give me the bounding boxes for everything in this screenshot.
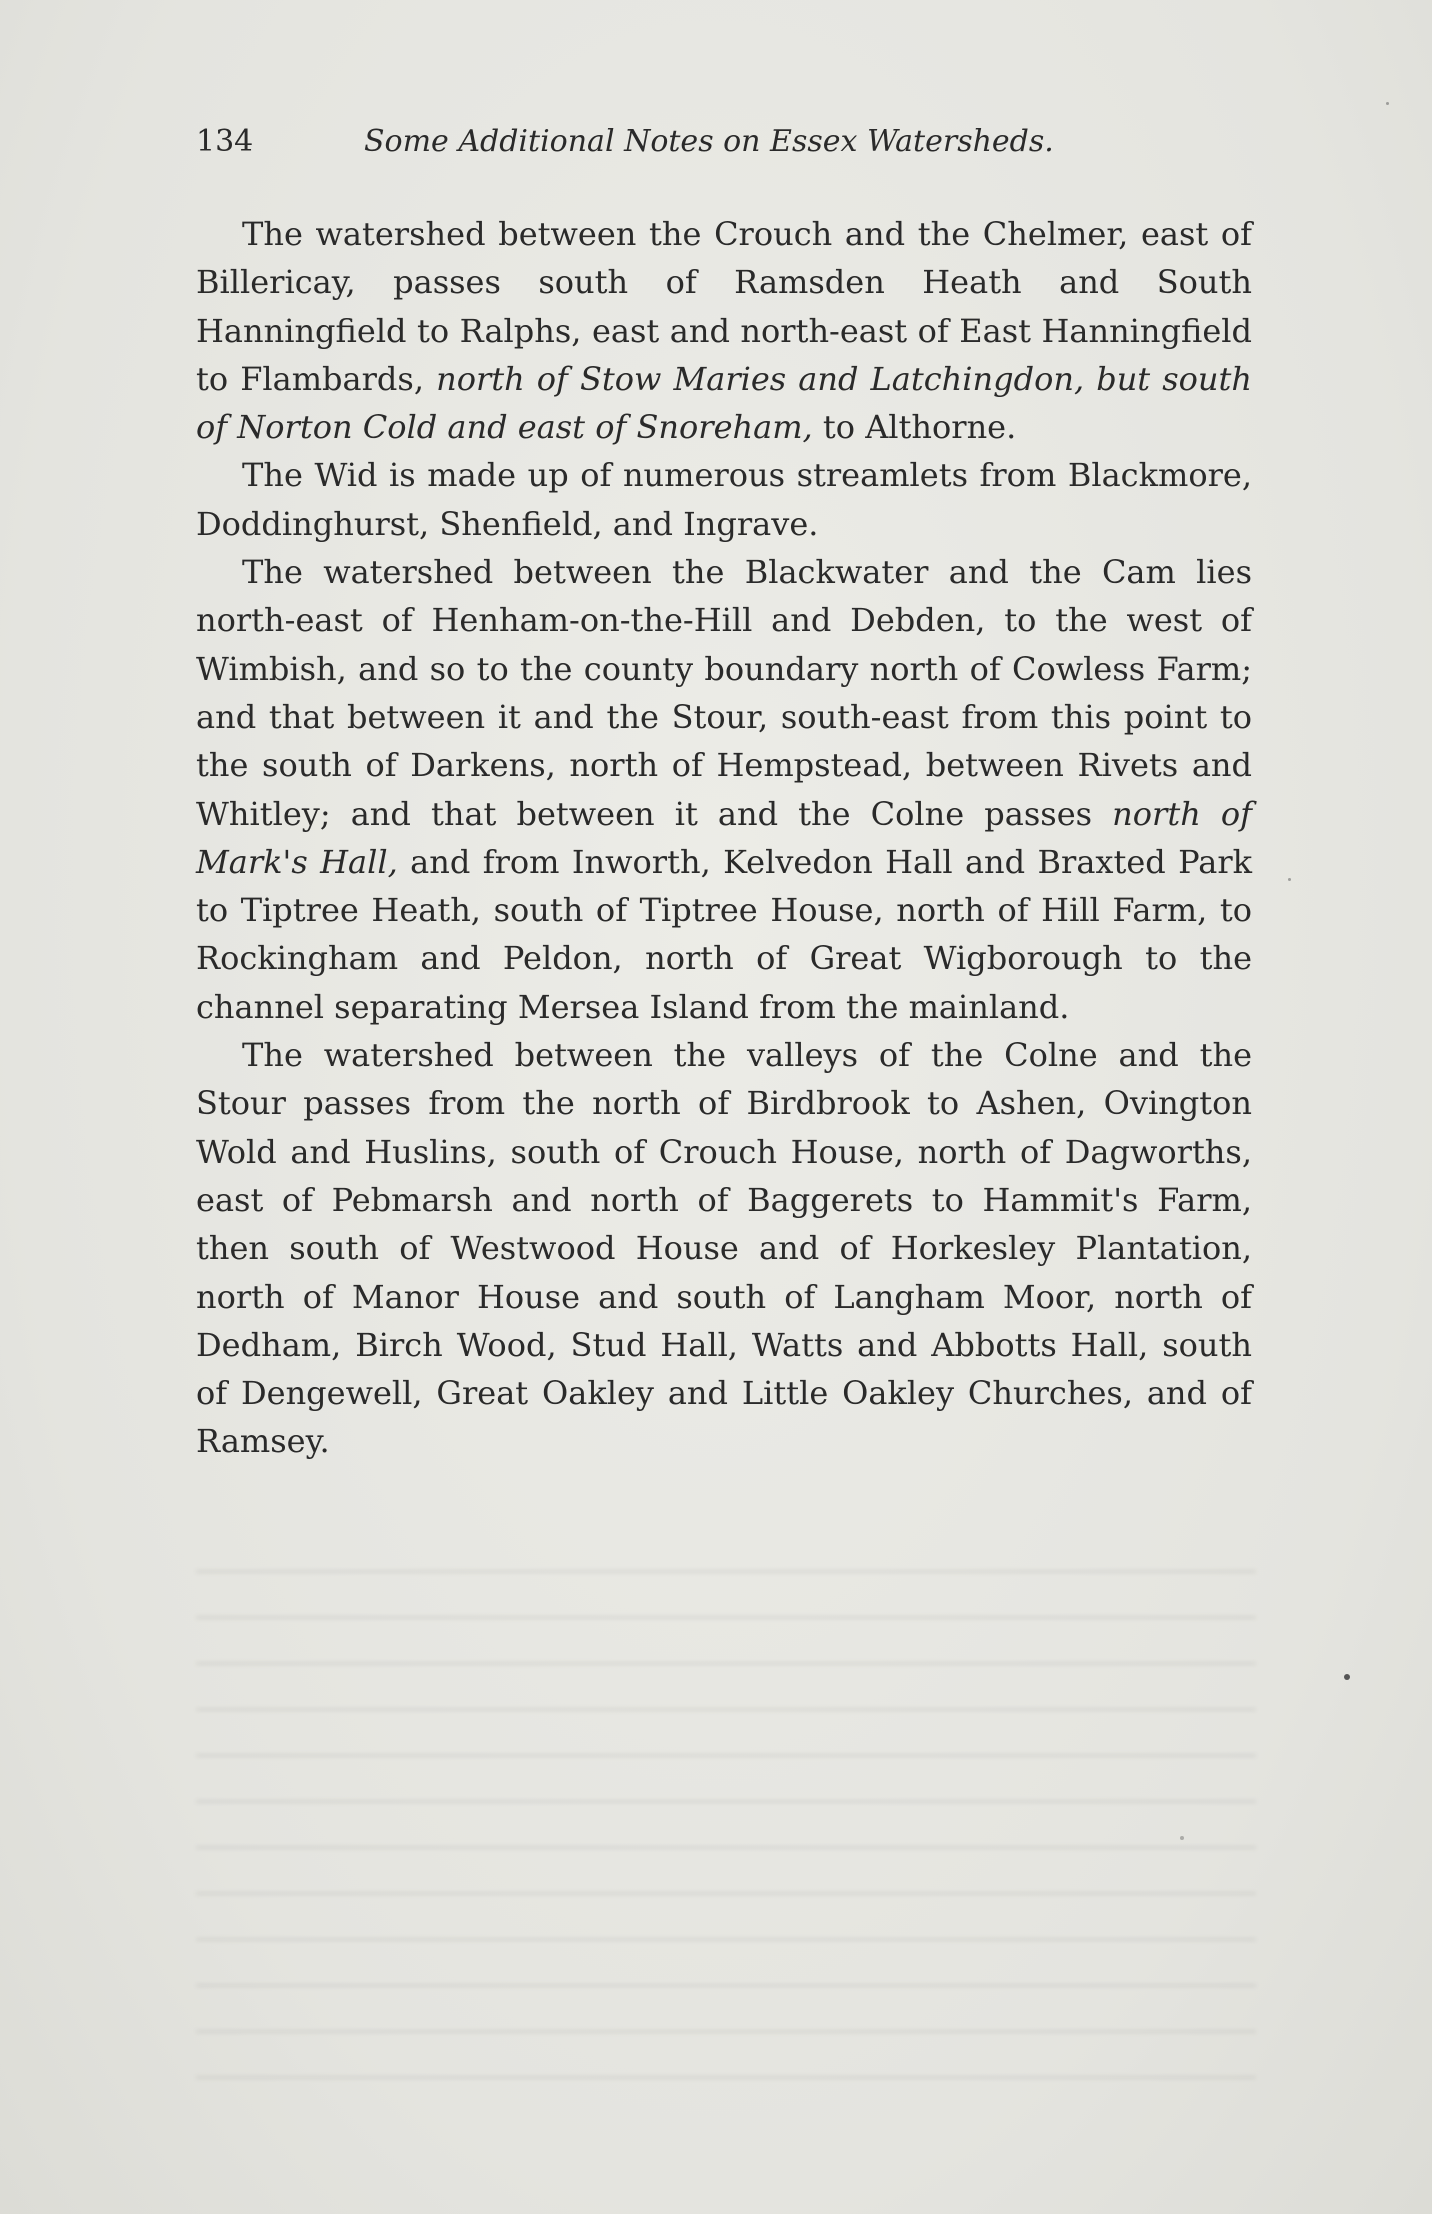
paragraph-wid (196, 451, 1252, 548)
page-header (196, 124, 1236, 174)
body-text (196, 210, 1252, 1466)
paragraph-text: and from Inworth, Kelvedon Hall and Braxted Park to Tiptree Heath, south of Tiptree House, north of Hill Farm, to Rockingham and Peldon, north of Great Wigborough to the channel separating Mersea Island from the mainland. (196, 842, 1253, 1026)
paragraph-text: to Althorne. (812, 408, 1017, 447)
paragraph-text: The watershed between the valleys of the Colne and the Stour passes from the north of Birdbrook to Ashen, Ovington Wold and Huslins, south of Crouch House, north of Dagworths, east of Pebmarsh and north of Baggerets to Hammit's Farm, then south of Westwood House and of Horkesley Plantation, north of Manor House and south of Langham Moor, north of Dedham, Birch Wood, Stud Hall, Watts and Abbotts Hall, south of Dengewell, Great Oakley and Little Oakley Churches, and of Ramsey. (196, 1036, 1252, 1461)
italic-text: north of Mark's Hall, (196, 794, 1253, 881)
show-through-bleed (196, 1540, 1256, 2100)
running-title: Some Additional Notes on Essex Watersheds. (364, 124, 1054, 159)
paragraph-text: The Wid is made up of numerous streamlets from Blackmore, Doddinghurst, Shenfield, and Ingrave. (196, 456, 1252, 543)
paragraph-crouch-chelmer (196, 210, 1252, 451)
page-number: 134 (196, 124, 254, 159)
paper-speck (1288, 878, 1291, 881)
paper-speck (1344, 1674, 1350, 1680)
paper-speck (1386, 102, 1389, 105)
paragraph-blackwater-cam (196, 548, 1252, 1031)
paragraph-colne-stour (196, 1031, 1252, 1466)
paper-speck (1180, 1836, 1184, 1840)
paragraph-text: The watershed between the Blackwater and the Cam lies north-east of Henham-on-the-Hill and Debden, to the west of Wimbish, and so to the county boundary north of Cowless Farm; and that between it and the Stour, south-east from this point to the south of Darkens, north of Hempstead, between Rivets and Whitley; and that between it and the Colne passes (196, 553, 1252, 833)
italic-text: north of Stow Maries and Latchingdon, but south of Norton Cold and east of Snoreham, (196, 359, 1253, 447)
paragraph-text: The watershed between the Crouch and the Chelmer, east of Billericay, passes south of Ramsden Heath and South Hanningfield to Ralphs, east and north-east of East Hanningfield to Flambards, (196, 215, 1252, 398)
